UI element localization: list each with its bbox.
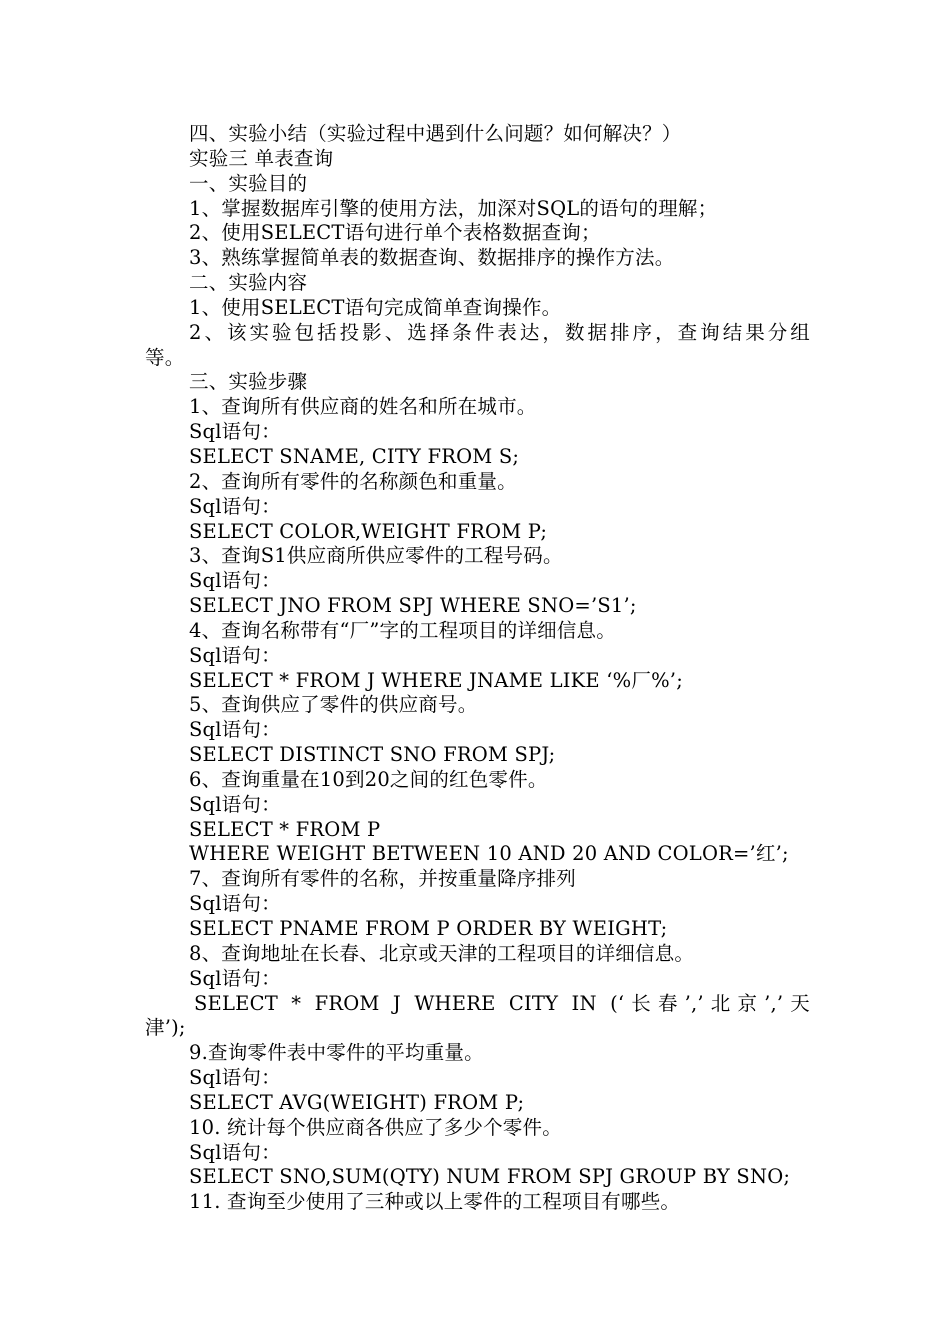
document-line: 等。: [145, 345, 185, 369]
document-line: SELECT SNO,SUM(QTY) NUM FROM SPJ GROUP BY SNO;: [189, 1165, 791, 1189]
document-line: 2、使用SELECT语句进行单个表格数据查询；: [189, 221, 601, 245]
document-line: SELECT JNO FROM SPJ WHERE SNO=’S1’;: [189, 594, 637, 618]
document-line: 10. 统计每个供应商各供应了多少个零件。: [189, 1115, 562, 1139]
document-line: 11. 查询至少使用了三种或以上零件的工程项目有哪些。: [189, 1190, 681, 1214]
document-line: Sql语句：: [189, 718, 281, 742]
document-line: 1、掌握数据库引擎的使用方法，加深对SQL的语句的理解；: [189, 196, 718, 220]
document-line: 实验三 单表查询: [189, 146, 334, 170]
document-line: 8、查询地址在长春、北京或天津的工程项目的详细信息。: [189, 941, 695, 965]
document-line: 2、该实验包括投影、选择条件表达，数据排序，查询结果分组: [189, 320, 810, 344]
document-line: 四、实验小结（实验过程中遇到什么问题？如何解决？）: [189, 122, 682, 145]
document-line: Sql语句：: [189, 643, 281, 667]
document-line: 3、熟练掌握简单表的数据查询、数据排序的操作方法。: [189, 246, 675, 270]
document-line: Sql语句：: [189, 1066, 281, 1090]
document-line: 1、使用SELECT语句完成简单查询操作。: [189, 295, 562, 319]
document-line: 二、实验内容: [189, 271, 308, 295]
document-line: 6、查询重量在10到20之间的红色零件。: [189, 767, 548, 791]
document-line: SELECT AVG(WEIGHT) FROM P;: [189, 1090, 525, 1114]
document-line: SELECT DISTINCT SNO FROM SPJ;: [189, 743, 556, 767]
document-line: Sql语句：: [189, 420, 281, 444]
document-line: Sql语句：: [189, 966, 281, 990]
document-line: WHERE WEIGHT BETWEEN 10 AND 20 AND COLOR=’红’;: [189, 842, 789, 866]
document-line: SELECT SNAME, CITY FROM S;: [189, 444, 520, 468]
document-line: Sql语句：: [189, 569, 281, 593]
document-line: SELECT * FROM J WHERE CITY IN (‘长春’,’北京’,’天: [194, 991, 810, 1015]
document-line: 一、实验目的: [189, 171, 308, 195]
document-line: Sql语句：: [189, 1140, 281, 1164]
document-line: 2、查询所有零件的名称颜色和重量。: [189, 469, 517, 493]
document-line: 3、查询S1供应商所供应零件的工程号码。: [189, 544, 563, 568]
document-line: Sql语句：: [189, 792, 281, 816]
document-line: 1、查询所有供应商的姓名和所在城市。: [189, 395, 537, 419]
document-line: 9.查询零件表中零件的平均重量。: [189, 1041, 484, 1065]
document-line: Sql语句：: [189, 892, 281, 916]
document-line: 7、查询所有零件的名称，并按重量降序排列: [189, 867, 576, 891]
document-line: 三、实验步骤: [189, 370, 308, 394]
document-line: SELECT * FROM J WHERE JNAME LIKE ‘%厂%’;: [189, 668, 683, 692]
document-line: 5、查询供应了零件的供应商号。: [189, 693, 478, 717]
document-line: 津’);: [145, 1016, 186, 1040]
document-line: SELECT COLOR,WEIGHT FROM P;: [189, 519, 548, 543]
document-line: 4、查询名称带有“厂”字的工程项目的详细信息。: [189, 618, 616, 642]
document-line: SELECT * FROM P: [189, 817, 381, 841]
document-body: [145, 122, 810, 1215]
document-line: SELECT PNAME FROM P ORDER BY WEIGHT;: [189, 917, 668, 940]
document-line: Sql语句：: [189, 494, 281, 518]
